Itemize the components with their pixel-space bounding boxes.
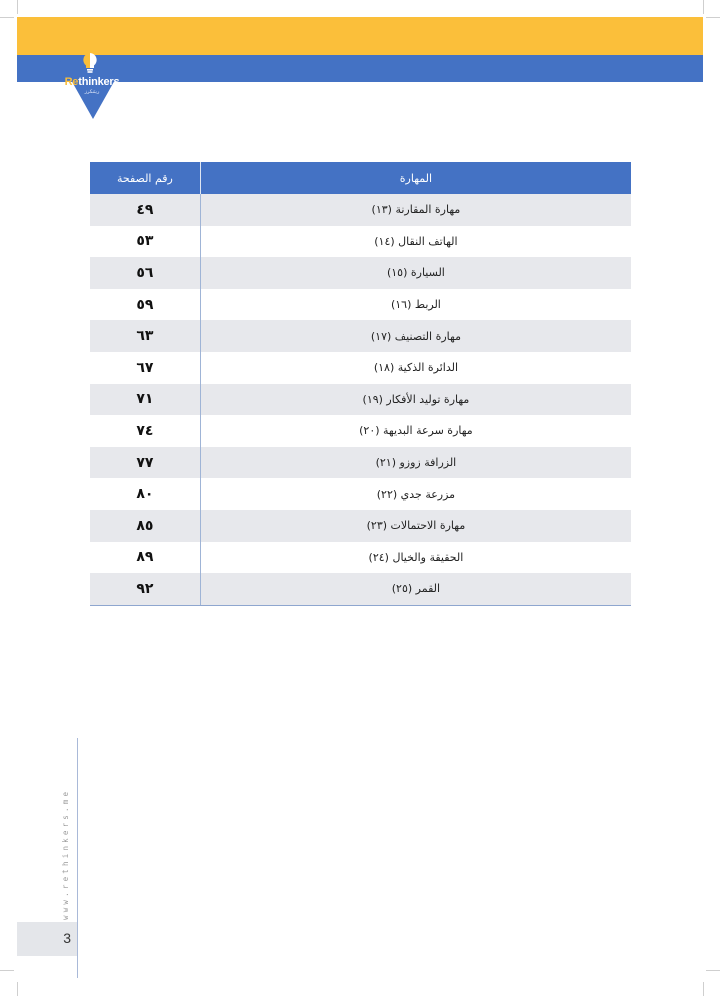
skill-cell: الدائرة الذكية (١٨) bbox=[200, 352, 631, 384]
page-number-cell: ٨٠ bbox=[90, 478, 200, 510]
table-row bbox=[90, 573, 631, 605]
lightbulb-icon bbox=[82, 52, 98, 74]
skill-cell: الربط (١٦) bbox=[200, 289, 631, 321]
skill-cell: الزرافة زوزو (٢١) bbox=[200, 447, 631, 479]
page-number-cell: ٨٥ bbox=[90, 510, 200, 542]
toc-table bbox=[90, 162, 631, 606]
table-row bbox=[90, 415, 631, 447]
skill-cell: مزرعة جدي (٢٢) bbox=[200, 478, 631, 510]
crop-mark bbox=[703, 0, 704, 14]
page-number-cell: ٧١ bbox=[90, 384, 200, 416]
logo-tagline: ريثنكرز bbox=[84, 89, 100, 95]
toc-header-row bbox=[90, 162, 631, 194]
page-number: 3 bbox=[63, 930, 71, 946]
table-row bbox=[90, 289, 631, 321]
skill-cell: مهارة المقارنة (١٣) bbox=[200, 194, 631, 226]
table-row bbox=[90, 510, 631, 542]
crop-mark bbox=[703, 982, 704, 996]
page-number-cell: ٥٦ bbox=[90, 257, 200, 289]
skill-cell: الهاتف النقال (١٤) bbox=[200, 226, 631, 258]
table-row bbox=[90, 320, 631, 352]
skill-cell: مهارة توليد الأفكار (١٩) bbox=[200, 384, 631, 416]
table-row bbox=[90, 478, 631, 510]
table-row bbox=[90, 352, 631, 384]
page-number-cell: ٩٢ bbox=[90, 573, 200, 605]
crop-mark bbox=[17, 0, 18, 14]
crop-mark bbox=[0, 970, 14, 971]
column-header-page: رقم الصفحة bbox=[90, 162, 200, 194]
table-row bbox=[90, 542, 631, 574]
page-number-box bbox=[17, 922, 77, 956]
skill-cell: مهارة التصنيف (١٧) bbox=[200, 320, 631, 352]
table-row bbox=[90, 447, 631, 479]
page-number-cell: ٧٧ bbox=[90, 447, 200, 479]
skill-cell: مهارة سرعة البديهة (٢٠) bbox=[200, 415, 631, 447]
page-number-cell: ٥٩ bbox=[90, 289, 200, 321]
skill-cell: السيارة (١٥) bbox=[200, 257, 631, 289]
column-header-skill: المهارة bbox=[200, 162, 631, 194]
table-row bbox=[90, 384, 631, 416]
page-number-cell: ٧٤ bbox=[90, 415, 200, 447]
rethinkers-logo bbox=[60, 52, 124, 98]
page-number-cell: ٤٩ bbox=[90, 194, 200, 226]
page-number-cell: ٨٩ bbox=[90, 542, 200, 574]
skill-cell: مهارة الاحتمالات (٢٣) bbox=[200, 510, 631, 542]
crop-mark bbox=[0, 17, 14, 18]
margin-rule bbox=[77, 738, 78, 978]
logo-wordmark: Rethinkers bbox=[64, 76, 120, 88]
page-number-cell: ٥٣ bbox=[90, 226, 200, 258]
table-row bbox=[90, 257, 631, 289]
skill-cell: الحقيقة والخيال (٢٤) bbox=[200, 542, 631, 574]
crop-mark bbox=[706, 17, 720, 18]
page-number-cell: ٦٣ bbox=[90, 320, 200, 352]
header-yellow-band bbox=[17, 17, 703, 55]
table-row bbox=[90, 194, 631, 226]
crop-mark bbox=[706, 970, 720, 971]
table-row bbox=[90, 226, 631, 258]
skill-cell: القمر (٢٥) bbox=[200, 573, 631, 605]
crop-mark bbox=[17, 982, 18, 996]
page-number-cell: ٦٧ bbox=[90, 352, 200, 384]
website-url: www.rethinkers.me bbox=[61, 788, 70, 920]
